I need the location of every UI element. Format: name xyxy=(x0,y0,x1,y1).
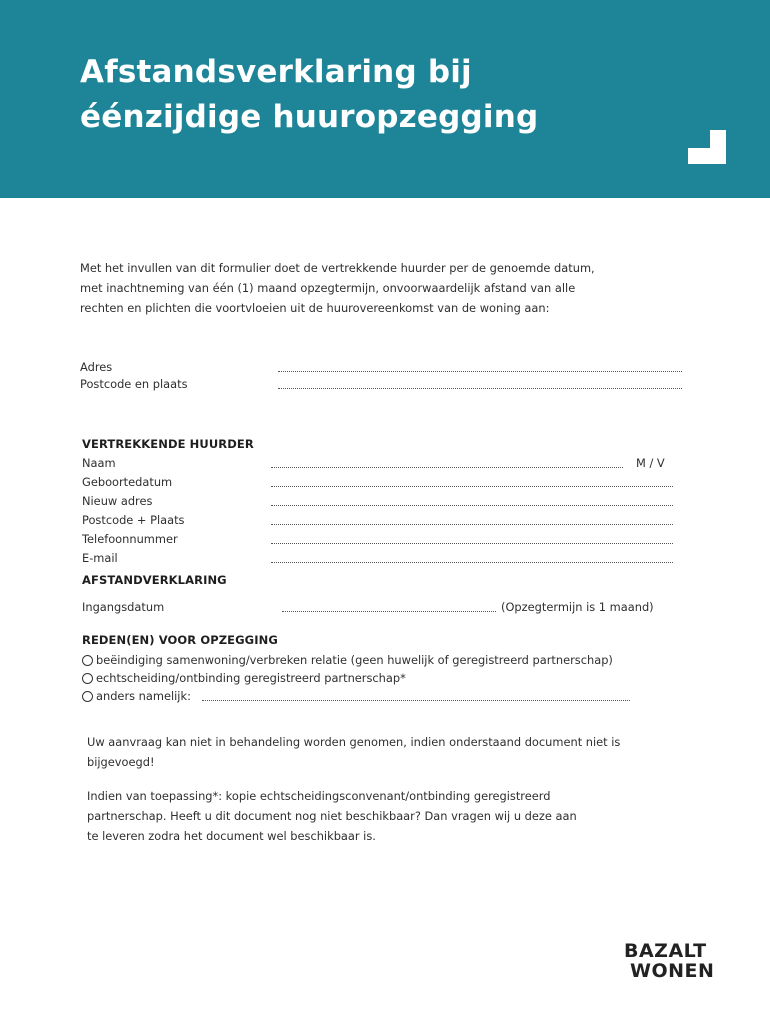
radio-circle-icon[interactable] xyxy=(82,691,93,702)
new-address-field[interactable] xyxy=(82,494,674,512)
logo-line-1: BAZALT xyxy=(624,940,707,962)
tenant-name-field[interactable] xyxy=(82,456,674,474)
tenant-heading: VERTREKKENDE HUURDER xyxy=(82,437,254,451)
start-date-input-line[interactable] xyxy=(282,611,496,612)
postcode-city-label: Postcode en plaats xyxy=(80,377,188,391)
title-line-2: éénzijdige huuropzegging xyxy=(80,99,539,135)
start-date-label: Ingangsdatum xyxy=(82,600,165,614)
other-reason-input-line[interactable] xyxy=(202,700,630,701)
logo-line-2: WONEN xyxy=(630,960,715,982)
address-input-line[interactable] xyxy=(278,371,682,372)
phone-label: Telefoonnummer xyxy=(82,532,178,546)
page-title xyxy=(80,50,640,140)
radio-circle-icon[interactable] xyxy=(82,673,93,684)
reason-label: anders namelijk: xyxy=(96,689,191,703)
new-address-label: Nieuw adres xyxy=(82,494,153,508)
tenant-postcode-input-line[interactable] xyxy=(271,524,673,525)
reason-option-relationship[interactable] xyxy=(82,653,613,671)
email-input-line[interactable] xyxy=(271,562,673,563)
postcode-city-input-line[interactable] xyxy=(278,388,682,389)
birthdate-label: Geboortedatum xyxy=(82,475,173,489)
header-banner xyxy=(0,0,770,198)
new-address-input-line[interactable] xyxy=(271,505,673,506)
reasons-heading: REDEN(EN) VOOR OPZEGGING xyxy=(82,633,278,647)
radio-circle-icon[interactable] xyxy=(82,655,93,666)
birthdate-field[interactable] xyxy=(82,475,674,493)
tenant-postcode-field[interactable] xyxy=(82,513,674,531)
document-warning: Uw aanvraag kan niet in behandeling worden genomen, indien onderstaand document niet is bijgevoegd! xyxy=(87,735,621,769)
bazalt-wonen-logo xyxy=(622,940,738,986)
reason-label: beëindiging samenwoning/verbreken relatie (geen huwelijk of geregistreerd partnerschap) xyxy=(96,653,613,667)
applicable-note: Indien van toepassing*: kopie echtscheidingsconvenant/ontbinding geregistreerd partnerschap. Heeft u dit document nog niet beschikbaar? Dan vragen wij u deze aan te leveren zodra het document wel beschikbaar is. xyxy=(87,789,577,843)
phone-field[interactable] xyxy=(82,532,674,550)
phone-input-line[interactable] xyxy=(271,543,673,544)
gender-choice[interactable]: M / V xyxy=(636,456,665,470)
tenant-name-input-line[interactable] xyxy=(271,467,623,468)
birthdate-input-line[interactable] xyxy=(271,486,673,487)
tenant-postcode-label: Postcode + Plaats xyxy=(82,513,185,527)
tenant-name-label: Naam xyxy=(82,456,116,470)
corner-mark-icon xyxy=(688,130,726,164)
reason-option-other[interactable] xyxy=(82,689,630,707)
start-date-field[interactable] xyxy=(82,600,674,618)
intro-text: Met het invullen van dit formulier doet de vertrekkende huurder per de genoemde datum, met inachtneming van één (1) maand opzegtermijn, onvoorwaardelijk afstand van alle rechten en plichten die voortvloeien uit de huurovereenkomst van de woning aan: xyxy=(80,261,595,315)
reason-option-divorce[interactable] xyxy=(82,671,406,689)
title-line-1: Afstandsverklaring bij xyxy=(80,54,472,90)
reason-label: echtscheiding/ontbinding geregistreerd partnerschap* xyxy=(96,671,406,685)
postcode-city-field[interactable] xyxy=(80,377,682,395)
address-label: Adres xyxy=(80,360,113,374)
email-field[interactable] xyxy=(82,551,674,569)
waiver-heading: AFSTANDVERKLARING xyxy=(82,573,227,587)
notice-period-text: (Opzegtermijn is 1 maand) xyxy=(501,600,654,614)
email-label: E-mail xyxy=(82,551,118,565)
address-field[interactable] xyxy=(80,360,682,378)
